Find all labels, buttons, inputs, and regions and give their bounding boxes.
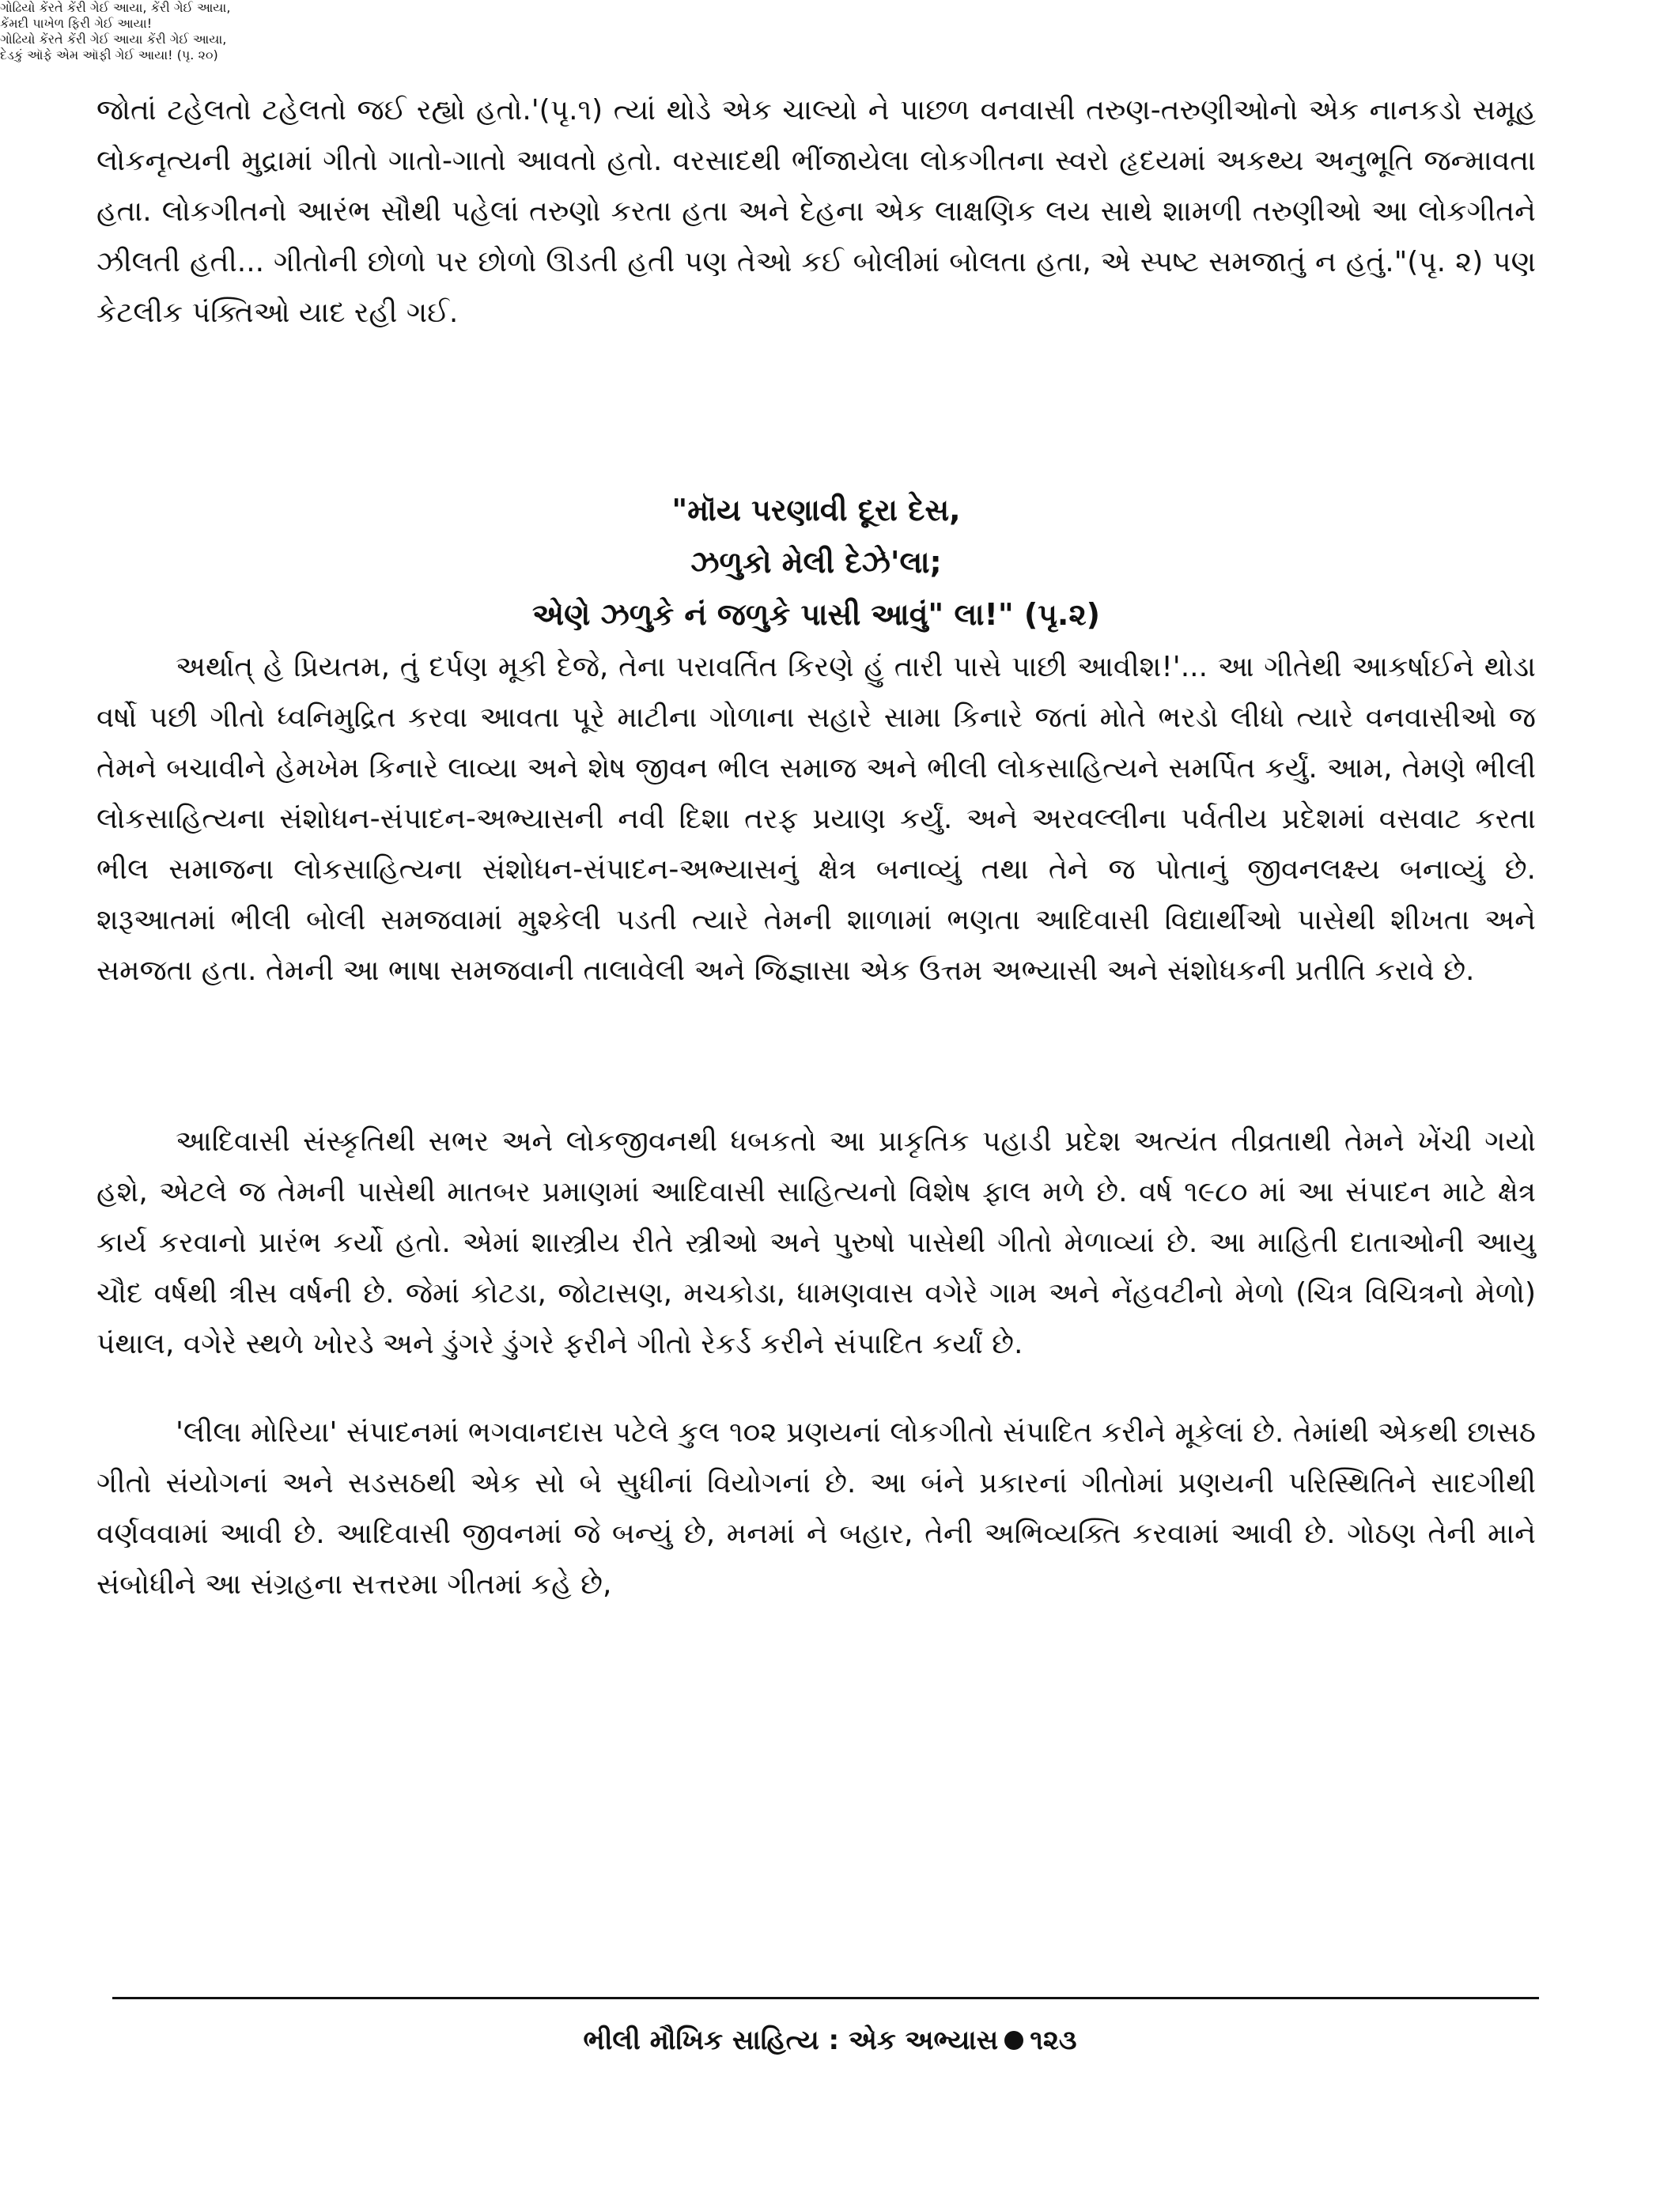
verse-1-line-1: "મૉય પરણાવી દૂરા દેસ, xyxy=(671,493,961,527)
verse-2-line-1: ગોઢિયો કેંરતે કેંરી ગેઈ આયા, કેંરી ગેઈ આયા, xyxy=(0,0,231,15)
verse-block-1 xyxy=(96,484,1536,641)
paragraph-3: આદિવાસી સંસ્કૃતિથી સભર અને લોકજીવનથી ધબકતો આ પ્રાકૃતિક પહાડી પ્રદેશ અત્યંત તીવ્રતાથી તેમને ખેંચી ગયો હશે, એટલે જ તેમની પાસેથી માતબર પ્રમાણમાં આદિવાસી સાહિત્યનો વિશેષ ફાલ મળે છે. વર્ષ ૧૯૮૦ માં આ સંપાદન માટે ક્ષેત્ર કાર્ય કરવાનો પ્રારંભ કર્યો હતો. એમાં શાસ્ત્રીય રીતે સ્ત્રીઓ અને પુરુષો પાસેથી ગીતો મેળાવ્યાં છે. આ માહિતી દાતાઓની આયુ ચૌદ વર્ષથી ત્રીસ વર્ષની છે. જેમાં કોટડા, જોટાસણ, મચકોડા, ધામણવાસ વગેરે ગામ અને નેંહવટીનો મેળો (ચિત્ર વિચિત્રનો મેળો) પંથાલ, વગેરે સ્થળે ખોરડે અને ડુંગરે ડુંગરે ફરીને ગીતો રેકર્ડ કરીને સંપાદિત કર્યાં છે. xyxy=(96,1125,1536,1360)
page-number: ૧૨૩ xyxy=(1030,2025,1077,2056)
footer-divider xyxy=(112,1997,1539,1999)
footer-book-title: ભીલી મૌખિક સાહિત્ય : એક અભ્યાસ xyxy=(583,2025,999,2056)
bullet-icon xyxy=(1004,2031,1023,2050)
paragraph-1: જોતાં ટહેલતો ટહેલતો જઈ રહ્યો હતો.'(પૃ.૧) ત્યાં થોડે એક ચાલ્યો ને પાછળ વનવાસી તરુણ-તરુણીઓનો એક નાનકડો સમૂહ લોકનૃત્યની મુદ્રામાં ગીતો ગાતો-ગાતો આવતો હતો. વરસાદથી ભીંજાયેલા લોકગીતના સ્વરો હૃદયમાં અકથ્ય અનુભૂતિ જન્માવતા હતા. લોકગીતનો આરંભ સૌથી પહેલાં તરુણો કરતા હતા અને દેહના એક લાક્ષણિક લય સાથે શામળી તરુણીઓ આ લોકગીતને ઝીલતી હતી... ગીતોની છોળો પર છોળો ઊડતી હતી પણ તેઓ કઈ બોલીમાં બોલતા હતા, એ સ્પષ્ટ સમજાતું ન હતું."(પૃ. ૨) પણ કેટલીક પંક્તિઓ યાદ રહી ગઈ. xyxy=(96,94,1536,329)
paragraph-4: 'લીલા મોરિયા' સંપાદનમાં ભગવાનદાસ પટેલે કુલ ૧૦૨ પ્રણયનાં લોકગીતો સંપાદિત કરીને મૂકેલાં છે. તેમાંથી એકથી છાસઠ ગીતો સંયોગનાં અને સડસઠથી એક સો બે સુધીનાં વિયોગનાં છે. આ બંને પ્રકારનાં ગીતોમાં પ્રણયની પરિસ્થિતિને સાદગીથી વર્ણવવામાં આવી છે. આદિવાસી જીવનમાં જે બન્યું છે, મનમાં ને બહાર, તેની અભિવ્યક્તિ કરવામાં આવી છે. ગોઠણ તેની માને સંબોધીને આ સંગ્રહના સત્તરમા ગીતમાં કહે છે, xyxy=(96,1416,1536,1601)
verse-2-line-4: દેડકું ઑફે એમ ઑફી ગેઈ આયા! (પૃ. ૨૦) xyxy=(0,47,218,62)
paragraph-2: અર્થાત્ હે પ્રિયતમ, તું દર્પણ મૂકી દેજે, તેના પરાવર્તિત કિરણે હું તારી પાસે પાછી આવીશ!'... આ ગીતેથી આકર્ષાઈને થોડા વર્ષો પછી ગીતો ધ્વનિમુદ્રિત કરવા આવતા પૂરે માટીના ગોળાના સહારે સામા કિનારે જતાં મોતે ભરડો લીધો ત્યારે વનવાસીઓ જ તેમને બચાવીને હેમખેમ કિનારે લાવ્યા અને શેષ જીવન ભીલ સમાજ અને ભીલી લોકસાહિત્યને સમર્પિત કર્યું. આમ, તેમણે ભીલી લોકસાહિત્યના સંશોધન-સંપાદન-અભ્યાસની નવી દિશા તરફ પ્રયાણ કર્યું. અને અરવલ્લીના પર્વતીય પ્રદેશમાં વસવાટ કરતા ભીલ સમાજના લોકસાહિત્યના સંશોધન-સંપાદન-અભ્યાસનું ક્ષેત્ર બનાવ્યું તથા તેને જ પોતાનું જીવનલક્ષ્ય બનાવ્યું છે. શરૂઆતમાં ભીલી બોલી સમજવામાં મુશ્કેલી પડતી ત્યારે તેમની શાળામાં ભણતા આદિવાસી વિદ્યાર્થીઓ પાસેથી શીખતા અને સમજતા હતા. તેમની આ ભાષા સમજવાની તાલાવેલી અને જિજ્ઞાસા એક ઉત્તમ અભ્યાસી અને સંશોધકની પ્રતીતિ કરાવે છે. xyxy=(96,651,1536,987)
page-footer xyxy=(0,2021,1660,2060)
verse-1-line-2: ઝળુકો મેલી દેઝે'લા; xyxy=(690,545,942,580)
verse-2-line-2: કેંમદી પાખેળ ફિરી ગેઈ આયા! xyxy=(0,16,153,31)
verse-1-line-3: એણે ઝળુકે નં જળુકે પાસી આવું" લા!" (પૃ.૨) xyxy=(531,597,1100,632)
verse-2-line-3: ગોઢિયો કેંરતે કેંરી ગેઈ આયા કેંરી ગેઈ આયા, xyxy=(0,32,227,47)
